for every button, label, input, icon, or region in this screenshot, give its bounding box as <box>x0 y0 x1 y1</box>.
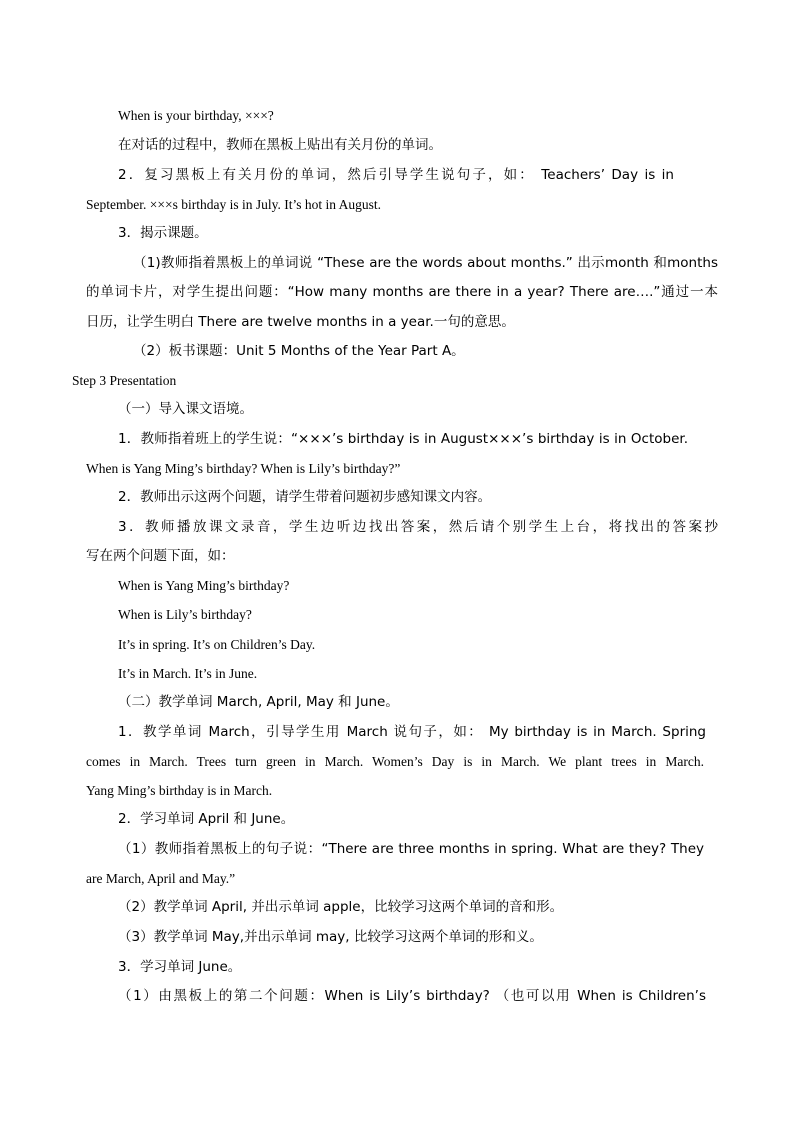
text-line: When is Yang Ming’s birthday? When is Lily’s birthday?” <box>86 461 401 476</box>
text-line: （1）由黑板上的第二个问题：When is Lily’s birthday? （也可以用 When is Children’s <box>118 988 706 1004</box>
text-line: When is your birthday, ×××? <box>118 108 274 123</box>
text-line: When is Lily’s birthday? <box>118 607 252 622</box>
section-heading: Step 3 Presentation <box>72 373 177 388</box>
text-line: comes in March. Trees turn green in March. Women’s Day is in March. We plant trees in March. <box>86 754 704 769</box>
text-line: 写在两个问题下面，如： <box>86 548 235 564</box>
text-line: It’s in March. It’s in June. <box>118 666 258 681</box>
text-line: 3．学习单词 June。 <box>118 959 242 975</box>
text-line: are March, April and May.” <box>86 871 236 886</box>
text-line: September. ×××s birthday is in July. It’s hot in August. <box>86 197 381 212</box>
text-line: It’s in spring. It’s on Children’s Day. <box>118 637 316 652</box>
text-line: 1．教师指着班上的学生说：“×××’s birthday is in August×××’s birthday is in October. <box>118 431 688 447</box>
text-line: 3．教师播放课文录音，学生边听边找出答案，然后请个别学生上台，将找出的答案抄 <box>118 519 718 535</box>
text-line: 在对话的过程中，教师在黑板上贴出有关月份的单词。 <box>118 137 442 153</box>
text-line: （1）教师指着黑板上的句子说：“There are three months in spring. What are they? They <box>118 841 704 857</box>
text-line: 3．揭示课题。 <box>118 225 208 241</box>
text-line: （二）教学单词 March, April, May 和 June。 <box>118 694 399 710</box>
text-line: 日历，让学生明白 There are twelve months in a year.一句的意思。 <box>86 314 515 330</box>
text-line: （2）教学单词 April, 并出示单词 apple，比较学习这两个单词的音和形。 <box>118 899 564 915</box>
text-line: 1．教学单词 March，引导学生用 March 说句子，如： My birthday is in March. Spring <box>118 724 706 740</box>
text-line: 2．学习单词 April 和 June。 <box>118 811 295 827</box>
text-line: 2．教师出示这两个问题，请学生带着问题初步感知课文内容。 <box>118 489 492 505</box>
text-line: 2．复习黑板上有关月份的单词，然后引导学生说句子，如： Teachers’ Day is in <box>118 167 674 183</box>
text-line: When is Yang Ming’s birthday? <box>118 578 290 593</box>
text-line: （1)教师指着黑板上的单词说 “These are the words about months.” 出示month 和months <box>133 255 718 271</box>
text-line: 的单词卡片，对学生提出问题：“How many months are there in a year? There are….”通过一本 <box>86 284 718 300</box>
text-line: （2）板书课题：Unit 5 Months of the Year Part A。 <box>133 343 465 359</box>
text-line: （3）教学单词 May,并出示单词 may, 比较学习这两个单词的形和义。 <box>118 929 543 945</box>
text-line: Yang Ming’s birthday is in March. <box>86 783 273 798</box>
text-line: （一）导入课文语境。 <box>118 401 253 417</box>
